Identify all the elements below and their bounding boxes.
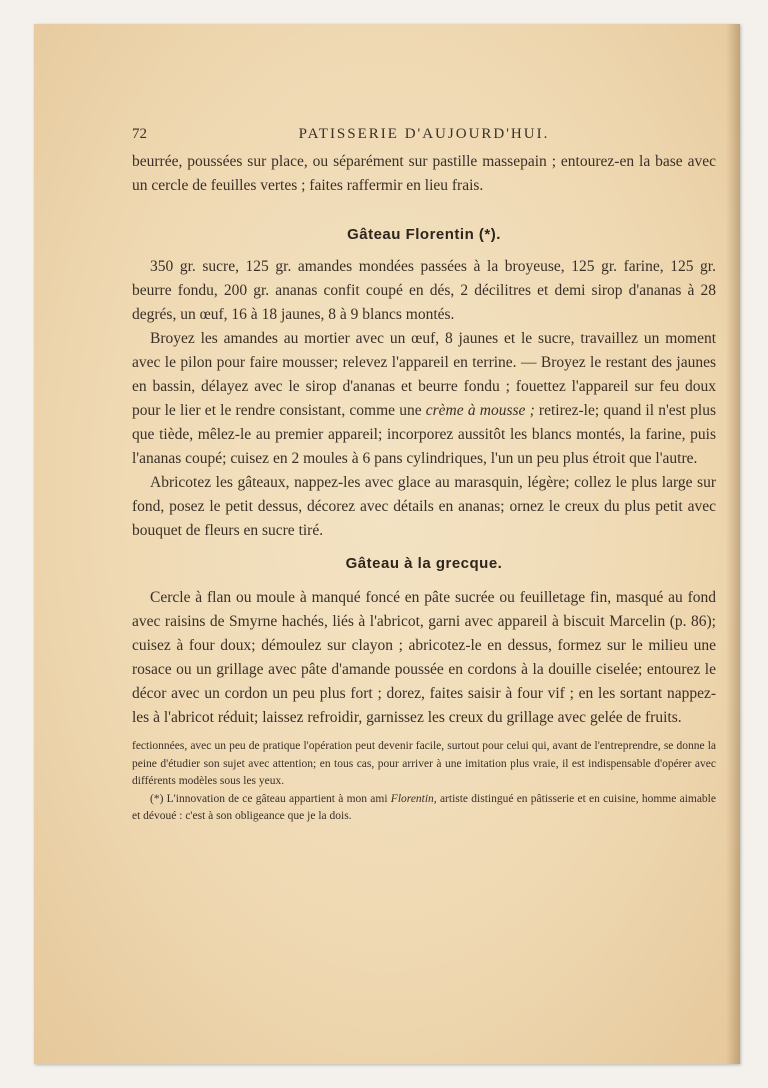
page-edge-shadow xyxy=(726,24,740,1064)
running-head xyxy=(132,126,716,150)
florentin-method-b: retirez-le; quand il n'est plus que tiède, mêlez-le au premier appareil; incorporez aussitôt les blancs montés, la farine, puis l'ananas coupé; cuisez en 2 moules à 6 pans cylindriques, l'un un peu plus étroit que l'autre. xyxy=(132,402,717,467)
footnote-continuation: fectionnées, avec un peu de pratique l'opération peut devenir facile, surtout pour celui qui, avant de l'entreprendre, se donne la peine d'étudier son sujet avec attention; en tous cas, pour arriver à une imitation plus vraie, il est indispensable d'opérer avec différents modèles sous les yeux. xyxy=(132,740,716,787)
footnote-florentin xyxy=(132,791,716,826)
grecque-paragraph: Cercle à flan ou moule à manqué foncé en pâte sucrée ou feuilletage fin, masqué au fond avec raisins de Smyrne hachés, liés à l'abricot, garni avec appareil à biscuit Marcelin (p. 86); cuisez à four doux; démoulez sur clayon ; abricotez-le en dessus, formez sur le milieu une rosace ou un grillage avec pâte d'amande poussée en cordons à la douille ciselée; entourez le décor avec un cordon un peu plus fort ; dorez, faites saisir à four vif ; en les sortant nappez-les à l'abricot réduit; laissez refroidir, garnissez les creux du grillage avec gelée de fruits. xyxy=(132,589,716,726)
florentin-method-a: Broyez les amandes au mortier avec un œuf, 8 jaunes et le sucre, travaillez un moment avec le pilon pour faire mousser; relevez l'appareil en terrine. — Broyez le restant des jaunes en bassin, délayez avec le sirop d'ananas et beurre fondu ; fouettez l'appareil sur feu doux pour le lier et le rendre consistant, comme une xyxy=(132,330,716,419)
recipe-title-grecque: Gâteau à la grecque. xyxy=(345,555,503,572)
book-page xyxy=(34,24,740,1064)
footnote-italic: Florentin, xyxy=(390,792,437,805)
intro-paragraph: beurrée, poussées sur place, ou séparément sur pastille massepain ; entourez-en la base avec un cercle de feuilles vertes ; faites raffermir en lieu frais. xyxy=(132,153,716,194)
footnote-b: artiste distingué en pâtisserie et en cuisine, homme aimable et dévoué : c'est à son obligeance que je la dois. xyxy=(132,792,716,822)
florentin-method xyxy=(132,327,716,471)
page-number: 72 xyxy=(132,126,147,142)
florentin-finish: Abricotez les gâteaux, nappez-les avec glace au marasquin, légère; collez le plus large sur fond, posez le petit dessus, décorez avec détails en ananas; ornez le creux du plus petit avec bouquet de fleurs en sucre tiré. xyxy=(132,474,716,539)
running-title: PATISSERIE D'AUJOURD'HUI. xyxy=(298,126,550,142)
florentin-ingredients: 350 gr. sucre, 125 gr. amandes mondées passées à la broyeuse, 125 gr. farine, 125 gr. beurre fondu, 200 gr. ananas confit coupé en dés, 2 décilitres et demi sirop d'ananas à 28 degrés, un œuf, 16 à 18 jaunes, 8 à 9 blancs montés. xyxy=(132,258,716,323)
page-content xyxy=(132,126,716,826)
footnotes xyxy=(132,738,716,826)
footnote-a: (*) L'innovation de ce gâteau appartient à mon ami xyxy=(150,792,391,805)
recipe-title-florentin: Gâteau Florentin (*). xyxy=(347,226,501,243)
florentin-method-italic: crème à mousse ; xyxy=(425,402,535,419)
